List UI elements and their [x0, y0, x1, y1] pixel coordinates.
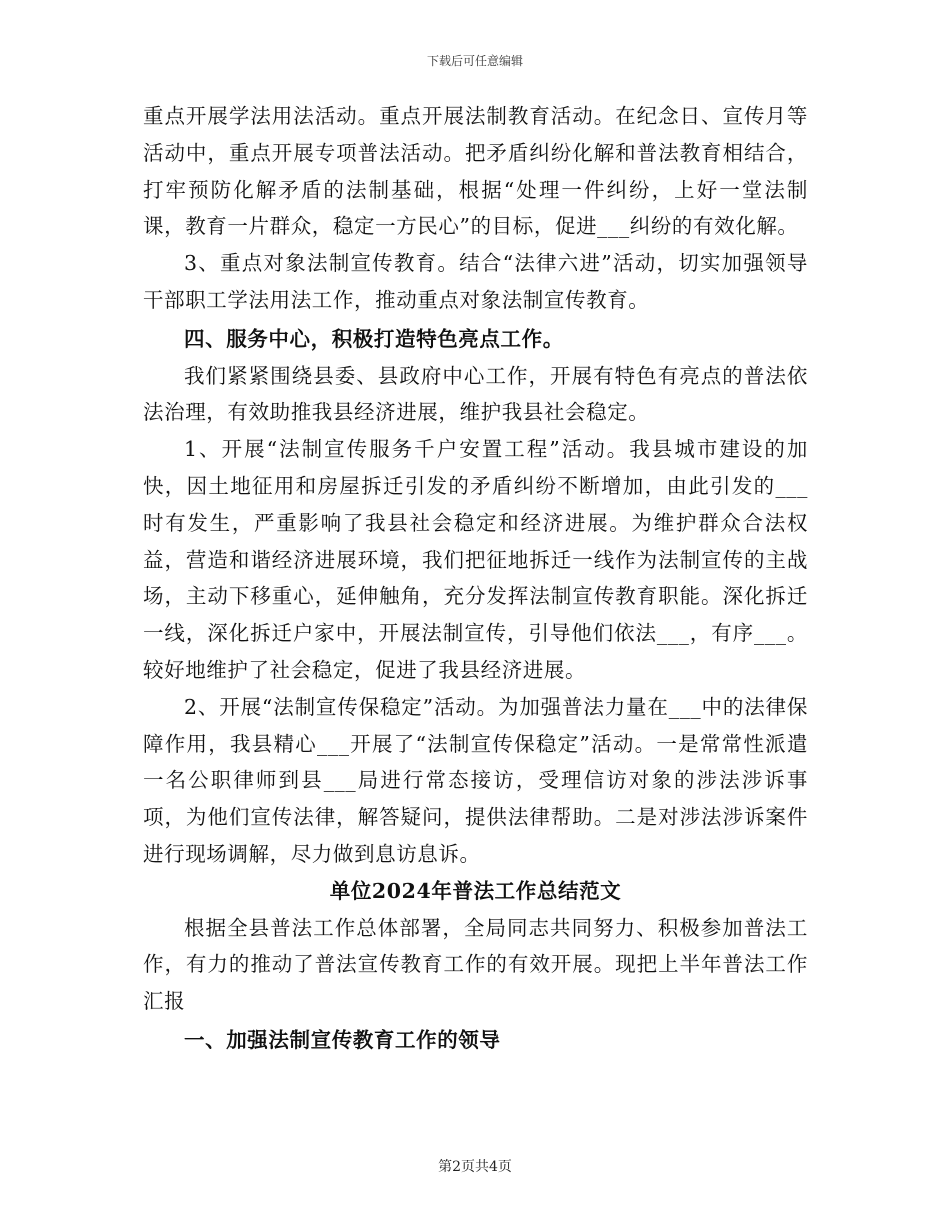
- paragraph-key-targets: 3、重点对象法制宣传教育。结合“法律六进”活动，切实加强领导干部职工学法用法工作，推动重点对象法制宣传教育。: [143, 251, 808, 312]
- document-title: 单位2024年普法工作总结范文: [329, 878, 622, 903]
- paragraph-resettlement: 1、开展“法制宣传服务千户安置工程”活动。我县城市建设的加快，因土地征用和房屋拆迁引发的矛盾纠纷不断增加，由此引发的___时有发生，严重影响了我县社会稳定和经济进展。为维护群众合法权益，营造和谐经济进展环境，我们把征地拆迁一线作为法制宣传的主战场，主动下移重心，延伸触角，充分发挥法制宣传教育职能。深化拆迁一线，深化拆迁户家中，开展法制宣传，引导他们依法___，有序___。较好地维护了社会稳定，促进了我县经济进展。: [143, 437, 808, 682]
- paragraph-center-work: 我们紧紧围绕县委、县政府中心工作，开展有特色有亮点的普法依法治理，有效助推我县经济进展，维护我县社会稳定。: [143, 363, 808, 425]
- document-body: [143, 98, 808, 1059]
- page-header: 下载后可任意编辑: [426, 54, 523, 68]
- section-heading-4: 四、服务中心，积极打造特色亮点工作。: [184, 326, 564, 351]
- paragraph-intro: 根据全县普法工作总体部署，全局同志共同努力、积极参加普法工作，有力的推动了普法宣传教育工作的有效开展。现把上半年普法工作汇报: [143, 915, 808, 1014]
- paragraph-stability: 2、开展“法制宣传保稳定”活动。为加强普法力量在___中的法律保障作用，我县精心___开展了“法制宣传保稳定”活动。一是常常性派遣一名公职律师到县___局进行常态接访，受理信访对象的涉法涉诉事项，为他们宣传法律，解答疑问，提供法律帮助。二是对涉法涉诉案件进行现场调解，尽力做到息访息诉。: [143, 694, 808, 866]
- page-footer: 第2页共4页: [438, 1159, 512, 1175]
- paragraph-continued: 重点开展学法用法活动。重点开展法制教育活动。在纪念日、宣传月等活动中，重点开展专项普法活动。把矛盾纠纷化解和普法教育相结合，打牢预防化解矛盾的法制基础，根据“处理一件纠纷，上好一堂法制课，教育一片群众，稳定一方民心”的目标，促进___纠纷的有效化解。: [143, 104, 808, 239]
- section-heading-1: 一、加强法制宣传教育工作的领导: [184, 1027, 501, 1052]
